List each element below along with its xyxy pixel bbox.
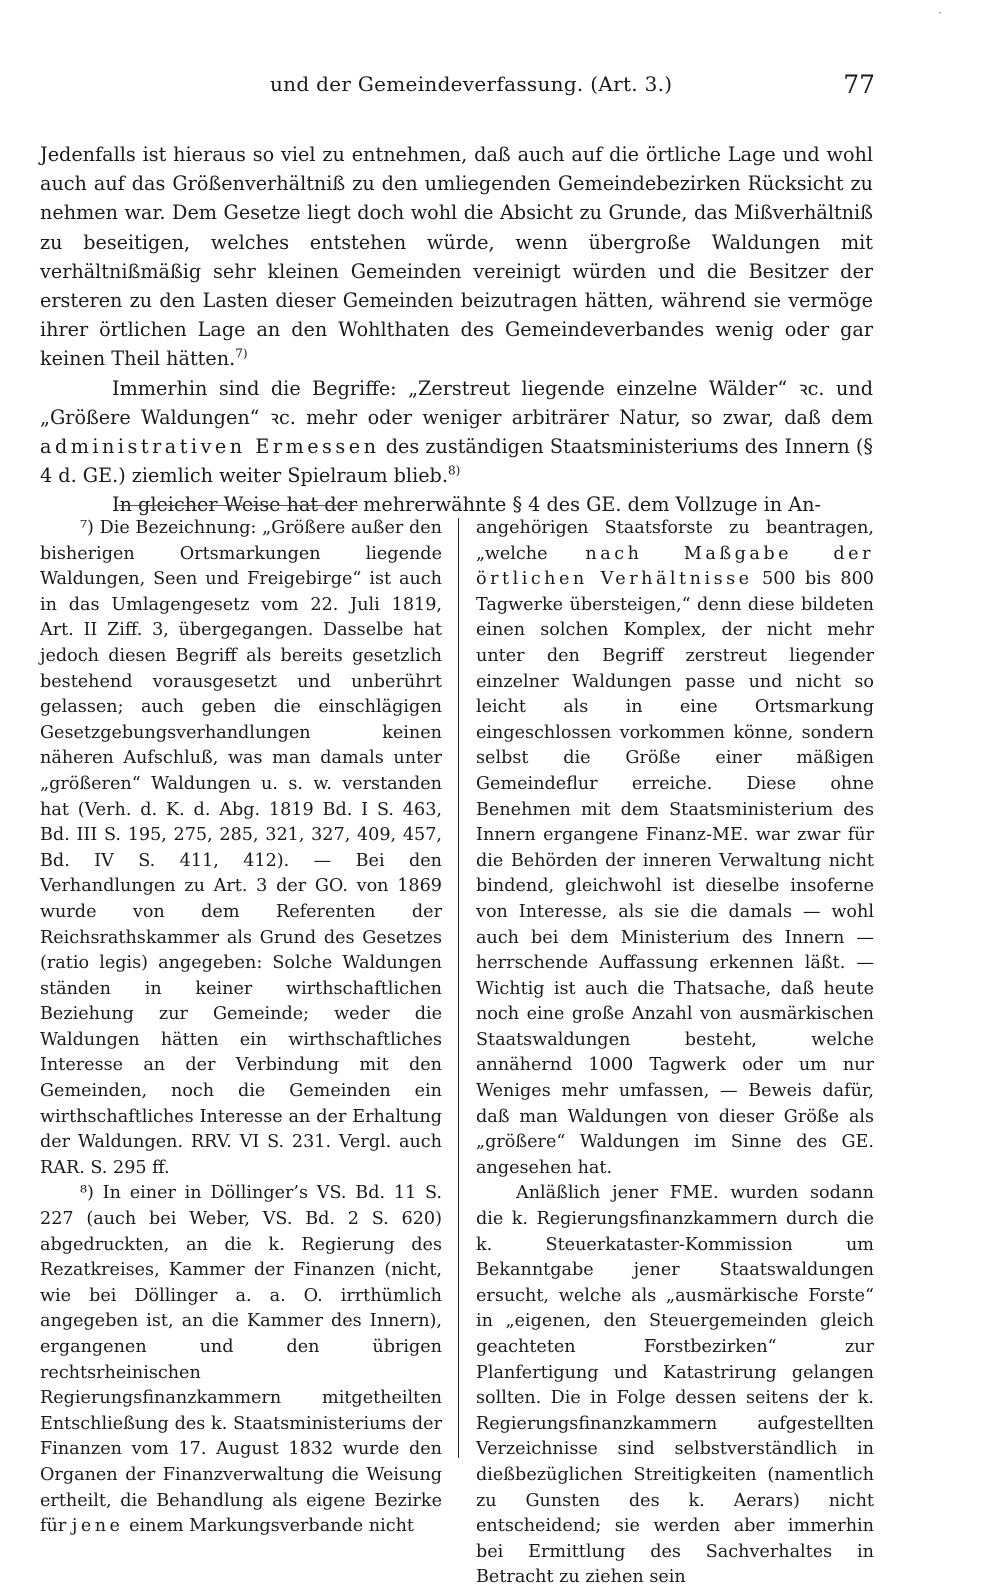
continuation-text-b: 500 bis 800 Tagwerke übersteigen,“ denn diese bildeten einen solchen Komplex, der nicht mehr unter den Begriff zerstreut liegender einzelner Waldungen passe und nicht so leicht als in eine Ortsmarkung eingeschlossen vorkommen könne, sondern selbst die Größe einer mäßigen Gemeindeflur erreiche. Diese ohne Benehmen mit dem Staatsministerium des Innern ergangene Finanz-ME. war zwar für die Behörden der inneren Verwaltung nicht bindend, gleichwohl ist dieselbe insoferne von Interesse, als sie die damals — wohl auch bei dem Ministerium des Innern — herrschende Auffassung erkennen läßt. — Wichtig ist auch die Thatsache, daß heute noch eine große Anzahl von ausmärkischen Staatswaldungen besteht, welche annähernd 1000 Tagwerk oder um nur Weniges mehr umfassen, — Beweis dafür, daß man Waldungen von dieser Größe als „größere“ Waldungen im Sinne des GE. angesehen hat. xyxy=(476,569,874,1178)
footnote-ref-7: 7) xyxy=(235,347,248,362)
main-text xyxy=(40,140,873,520)
running-title: und der Gemeindeverfassung. (Art. 3.) xyxy=(270,72,673,96)
paragraph-2 xyxy=(40,374,873,491)
paragraph-2-text-a: Immerhin sind die Begriffe: „Zerstreut liegende einzelne Wälder“ ꝛc. und „Größere Waldungen“ ꝛc. mehr oder weniger arbiträrer Natur, so zwar, daß dem xyxy=(40,376,873,429)
paragraph-3-text: In gleicher Weise hat der mehrerwähnte § 4 des GE. dem Vollzuge in An- xyxy=(112,493,821,517)
footnote-8-continuation xyxy=(476,516,874,1181)
footnote-7: ⁷) Die Bezeichnung: „Größere außer den bisherigen Ortsmarkungen liegende Waldungen, Seen und Freigebirge“ ist auch in das Umlagengesetz vom 22. Juli 1819, Art. II Ziff. 3, übergegangen. Dasselbe hat jedoch diesen Begriff als bereits gesetzlich bestehend vorausgesetzt und unberührt gelassen; auch geben die einschlägigen Gesetzgebungsverhandlungen keinen näheren Aufschluß, was man damals unter „größeren“ Waldungen u. s. w. verstanden hat (Verh. d. K. d. Abg. 1819 Bd. I S. 463, Bd. III S. 195, 275, 285, 321, 327, 409, 457, Bd. IV S. 411, 412). — Bei den Verhandlungen zu Art. 3 der GO. von 1869 wurde von dem Referenten der Reichsrathskammer als Grund des Gesetzes (ratio legis) angegeben: Solche Waldungen ständen in keiner wirthschaftlichen Beziehung zur Gemeinde; weder die Waldungen hätten ein wirthschaftliches Interesse an der Verbindung mit den Gemeinden, noch die Gemeinden ein wirthschaftliches Interesse an der Erhaltung der Waldungen. RRV. VI S. 231. Vergl. auch RAR. S. 295 ff. xyxy=(40,518,442,1178)
footnote-8 xyxy=(40,1181,442,1539)
column-divider xyxy=(458,518,459,1458)
paragraph-1 xyxy=(40,140,873,374)
footnote-8-paragraph-2: Anläßlich jener FME. wurden sodann die k. Regierungsfinanzkammern durch die k. Steuerkataster-Kommission um Bekanntgabe jener Staatswaldungen ersucht, welche als „ausmärkische Forste“ in „eigenen, den Steuergemeinden gleich geachteten Forstbezirken“ zur Planfertigung und Katastrirung gelangen sollten. Die in Folge dessen seitens der k. Regierungsfinanzkammern aufgestellten Verzeichnisse sind selbstverständlich in dießbezüglichen Streitigkeiten (namentlich zu Gunsten des k. Aerars) nicht entscheidend; sie werden aber immerhin bei Ermittlung des Sachverhaltes in Betracht zu ziehen sein xyxy=(476,1183,874,1588)
continuation-spaced: nach Maßgabe der örtlichen Verhältnisse xyxy=(476,543,874,590)
paragraph-2-spaced: administrativen Ermessen xyxy=(40,435,380,459)
footnote-8-text-a: ⁸) In einer in Döllinger’s VS. Bd. 11 S. 227 (auch bei Weber, VS. Bd. 2 S. 620) abgedruckten, an die k. Regierung des Rezatkreises, Kammer der Finanzen (nicht, wie bei Döllinger a. a. O. irrthümlich angegeben ist, an die Kammer des Innern), ergangenen und den übrigen rechtsrheinischen Regierungsfinanzkammern mitgetheilten Entschließung des k. Staatsministeriums der Finanzen vom 17. August 1832 wurde den Organen der Finanzverwaltung die Weisung ertheilt, die Behandlung als eigene Bezirke für xyxy=(40,1183,442,1537)
footnote-column-left xyxy=(40,516,442,1540)
page-number: 77 xyxy=(843,70,875,99)
footnote-separator xyxy=(118,505,358,506)
footnote-8-text-b: einem Markungsverbande nicht xyxy=(129,1516,414,1537)
footnote-ref-8: 8) xyxy=(447,463,461,478)
continuation-text-a: angehörigen Staatsforste zu beantragen, „welche xyxy=(476,518,874,564)
footnote-8-spaced: jene xyxy=(71,1516,124,1537)
paragraph-1-text: Jedenfalls ist hieraus so viel zu entnehmen, daß auch auf die örtliche Lage und wohl auch auf das Größenverhältniß zu den umliegenden Gemeindebezirken Rücksicht zu nehmen war. Dem Gesetze liegt doch wohl die Absicht zu Grunde, das Mißverhältniß zu beseitigen, welches entstehen würde, wenn übergroße Waldungen mit verhältnißmäßig sehr kleinen Gemeinden vereinigt würden und die Besitzer der ersteren zu den Lasten dieser Gemeinden beizutragen hätten, während sie vermöge ihrer örtlichen Lage an den Wohlthaten des Gemeindeverbandes wenig oder gar keinen Theil hätten. xyxy=(40,143,873,371)
page-header xyxy=(40,72,875,106)
footnotes xyxy=(40,516,875,1588)
corner-mark: · xyxy=(938,6,942,20)
footnote-column-right xyxy=(476,516,874,1591)
paragraph-2-text-b: des zuständigen Staatsministeriums des Innern (§ 4 d. GE.) ziemlich weiter Spielraum blieb. xyxy=(40,435,873,488)
